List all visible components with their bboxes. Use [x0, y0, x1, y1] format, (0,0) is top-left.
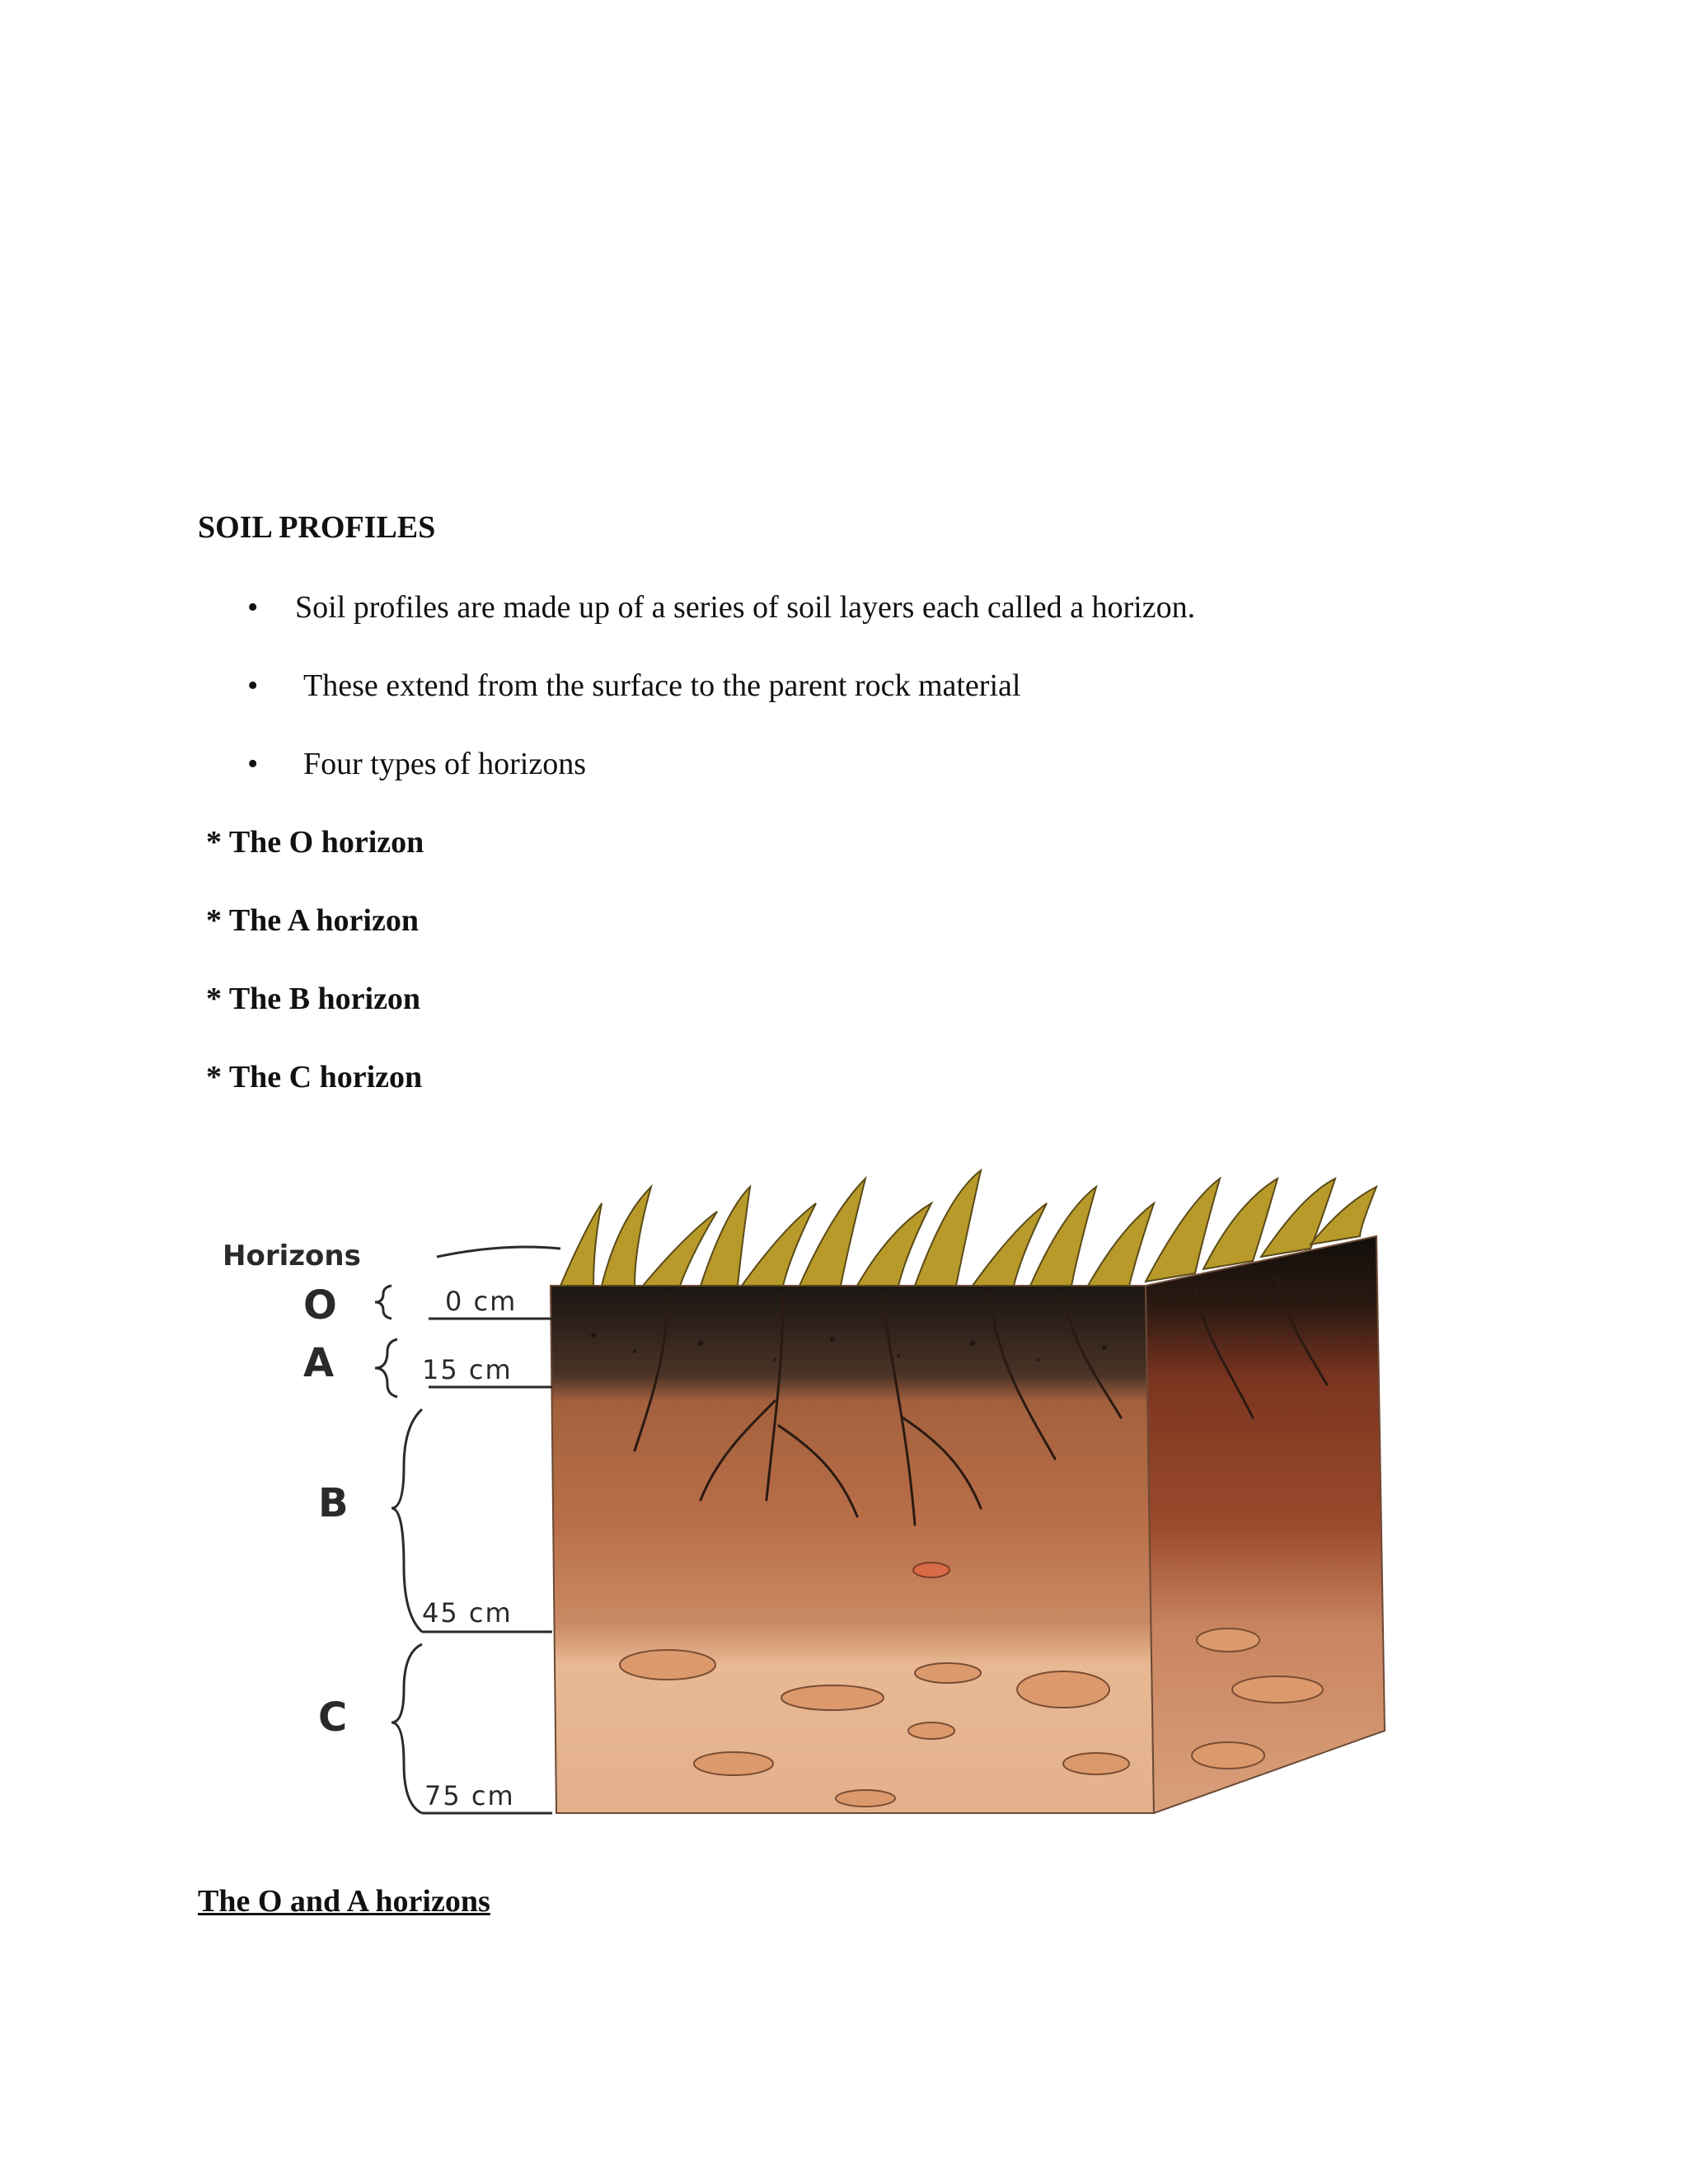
bullet-item-3	[247, 746, 1401, 787]
heading-pointer-line	[437, 1247, 560, 1257]
bullet-text: Soil profiles are made up of a series of soil layers each called a horizon.	[295, 590, 1196, 625]
horizon-item-c: * The C horizon	[206, 1060, 423, 1094]
soil-profile-illustration	[206, 1154, 1409, 1830]
bullet-item-1	[247, 589, 1401, 630]
layer-letter-a: A	[303, 1340, 335, 1386]
bullet-symbol: •	[247, 590, 259, 625]
layer-letter-c: C	[318, 1694, 348, 1741]
bullet-item-2	[247, 668, 1401, 709]
pebble-b	[913, 1563, 950, 1577]
horizon-item-b: * The B horizon	[206, 982, 421, 1016]
figure-heading: Horizons	[223, 1240, 361, 1272]
horizon-item-o: * The O horizon	[206, 825, 424, 860]
depth-label-15: 15 cm	[422, 1354, 513, 1385]
bullet-symbol: •	[247, 668, 259, 703]
depth-label-75: 75 cm	[424, 1780, 515, 1811]
bullet-text: These extend from the surface to the parent rock material	[303, 668, 1021, 703]
layer-letter-o: O	[303, 1282, 337, 1329]
horizon-braces	[375, 1286, 422, 1813]
depth-label-0: 0 cm	[445, 1286, 518, 1317]
layer-letter-b: B	[318, 1480, 349, 1526]
bullet-text: Four types of horizons	[303, 747, 587, 781]
depth-ticks	[422, 1319, 552, 1813]
soil-side-face	[1146, 1236, 1385, 1813]
horizon-item-a: * The A horizon	[206, 903, 419, 938]
page-title: SOIL PROFILES	[198, 510, 436, 545]
bullet-symbol: •	[247, 747, 259, 781]
soil-front-face	[551, 1286, 1154, 1813]
section-subheading: The O and A horizons	[198, 1884, 490, 1919]
depth-label-45: 45 cm	[422, 1597, 513, 1629]
